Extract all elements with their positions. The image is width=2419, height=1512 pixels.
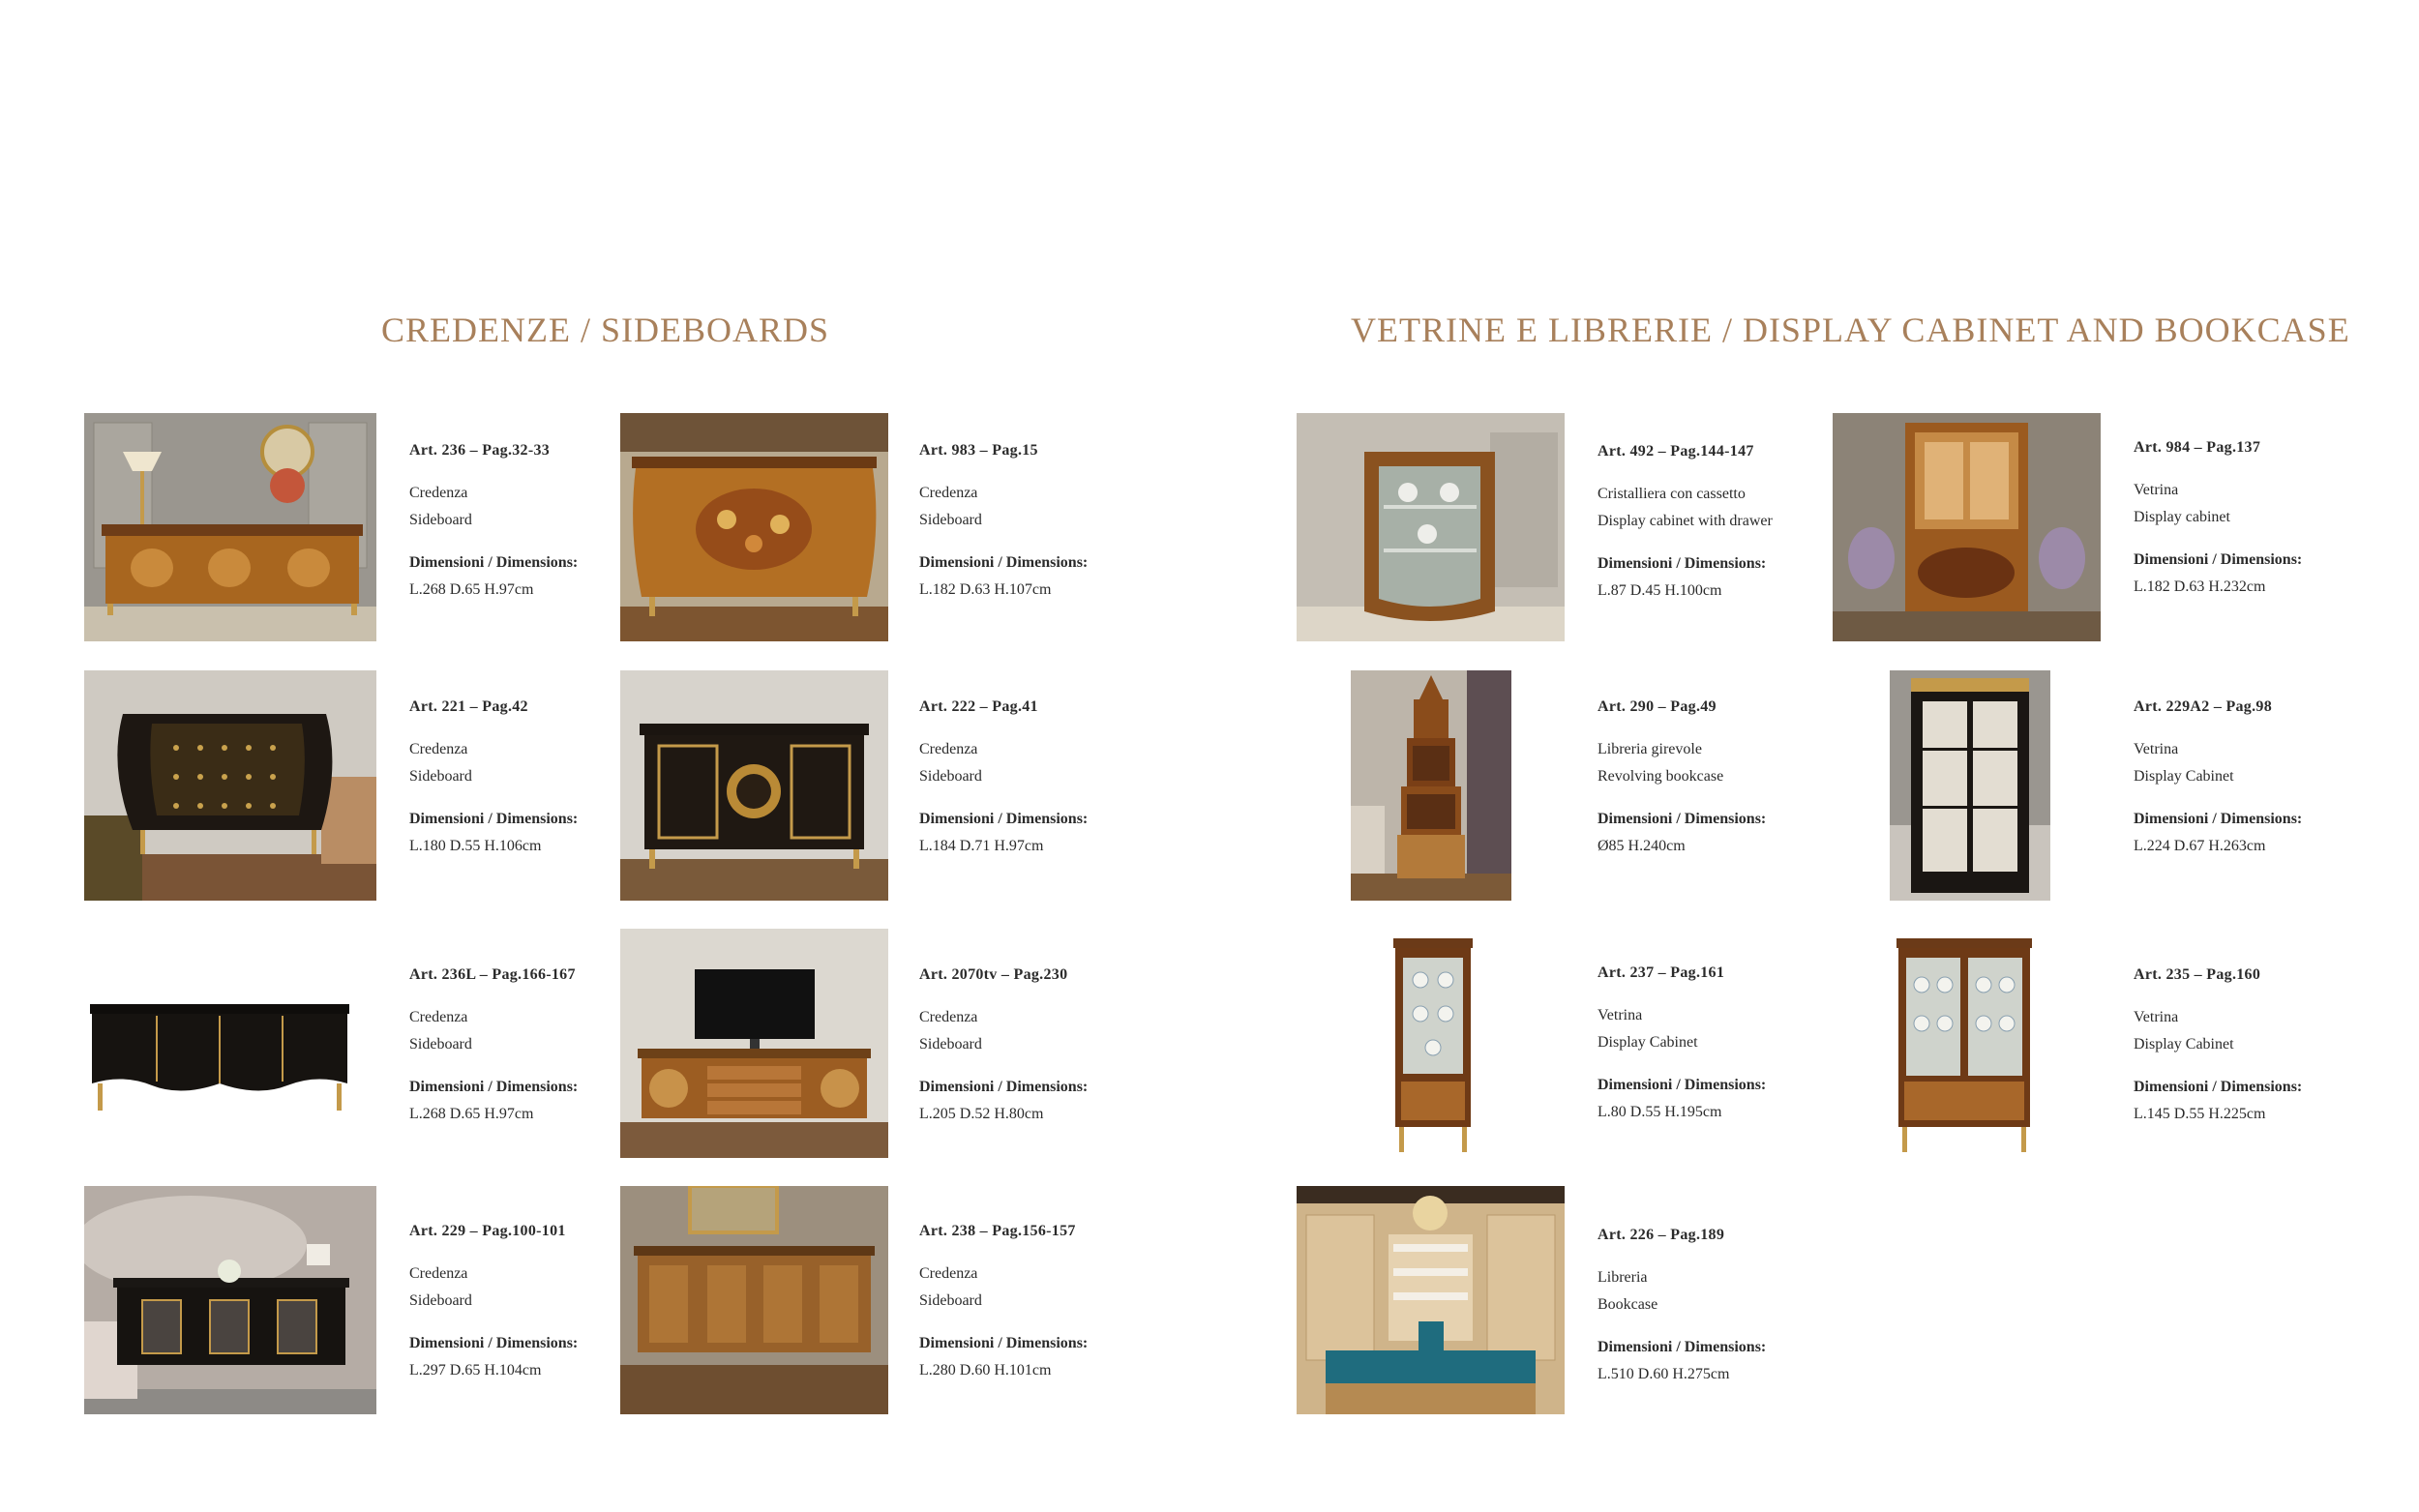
dimensions-label: Dimensioni / Dimensions: <box>409 1335 579 1351</box>
product-image-art-237 <box>1389 936 1477 1156</box>
dimensions-value: L.180 D.55 H.106cm <box>409 838 542 854</box>
product-image-art-236 <box>84 413 376 641</box>
product-name-en: Display Cabinet <box>1598 1034 1698 1051</box>
dimensions-value: L.205 D.52 H.80cm <box>919 1106 1044 1122</box>
product-name-it: Vetrina <box>2134 482 2179 498</box>
product-image-art-290 <box>1351 670 1511 901</box>
article-number: Art. 984 – Pag.137 <box>2134 439 2261 456</box>
dimensions-value: L.80 D.55 H.195cm <box>1598 1104 1722 1120</box>
product-image-art-984 <box>1833 413 2101 641</box>
dimensions-label: Dimensioni / Dimensions: <box>1598 811 1767 827</box>
dimensions-value: L.224 D.67 H.263cm <box>2134 838 2266 854</box>
product-name-it: Credenza <box>409 741 468 757</box>
article-number: Art. 2070tv – Pag.230 <box>919 966 1068 983</box>
product-name-it: Credenza <box>409 1265 468 1282</box>
dimensions-label: Dimensioni / Dimensions: <box>919 1335 1089 1351</box>
product-image-art-235 <box>1893 936 2036 1156</box>
product-name-en: Display cabinet with drawer <box>1598 513 1773 529</box>
product-image-art-222 <box>620 670 888 901</box>
article-number: Art. 236 – Pag.32-33 <box>409 442 551 459</box>
dimensions-label: Dimensioni / Dimensions: <box>409 1079 579 1095</box>
article-number: Art. 229 – Pag.100-101 <box>409 1223 566 1239</box>
product-image-art-229 <box>84 1186 376 1414</box>
dimensions-value: L.268 D.65 H.97cm <box>409 581 534 598</box>
product-name-it: Credenza <box>409 1009 468 1025</box>
article-number: Art. 237 – Pag.161 <box>1598 964 1725 981</box>
product-image-art-492 <box>1297 413 1565 641</box>
dimensions-label: Dimensioni / Dimensions: <box>2134 811 2303 827</box>
article-number: Art. 290 – Pag.49 <box>1598 698 1717 715</box>
product-image-art-2070tv <box>620 929 888 1158</box>
product-name-en: Sideboard <box>409 512 472 528</box>
product-name-it: Libreria girevole <box>1598 741 1702 757</box>
dimensions-value: Ø85 H.240cm <box>1598 838 1686 854</box>
article-number: Art. 221 – Pag.42 <box>409 698 528 715</box>
dimensions-value: L.182 D.63 H.232cm <box>2134 578 2266 595</box>
product-name-it: Credenza <box>919 1009 978 1025</box>
product-image-art-221 <box>84 670 376 901</box>
article-number: Art. 983 – Pag.15 <box>919 442 1038 459</box>
product-name-en: Display cabinet <box>2134 509 2230 525</box>
product-name-en: Display Cabinet <box>2134 1036 2234 1052</box>
article-number: Art. 229A2 – Pag.98 <box>2134 698 2273 715</box>
product-name-en: Sideboard <box>409 1036 472 1052</box>
product-name-en: Sideboard <box>919 512 982 528</box>
article-number: Art. 238 – Pag.156-157 <box>919 1223 1076 1239</box>
article-number: Art. 236L – Pag.166-167 <box>409 966 576 983</box>
dimensions-value: L.87 D.45 H.100cm <box>1598 582 1722 599</box>
product-name-it: Credenza <box>919 741 978 757</box>
product-name-it: Libreria <box>1598 1269 1648 1286</box>
article-number: Art. 492 – Pag.144-147 <box>1598 443 1754 460</box>
dimensions-label: Dimensioni / Dimensions: <box>919 554 1089 571</box>
article-number: Art. 235 – Pag.160 <box>2134 966 2261 983</box>
dimensions-value: L.297 D.65 H.104cm <box>409 1362 542 1379</box>
product-image-art-226 <box>1297 1186 1565 1414</box>
article-number: Art. 222 – Pag.41 <box>919 698 1038 715</box>
product-name-en: Sideboard <box>409 1292 472 1309</box>
product-name-it: Credenza <box>409 485 468 501</box>
dimensions-label: Dimensioni / Dimensions: <box>409 811 579 827</box>
product-image-art-229a2 <box>1890 670 2050 901</box>
product-name-it: Cristalliera con cassetto <box>1598 486 1746 502</box>
dimensions-label: Dimensioni / Dimensions: <box>409 554 579 571</box>
dimensions-value: L.145 D.55 H.225cm <box>2134 1106 2266 1122</box>
dimensions-value: L.280 D.60 H.101cm <box>919 1362 1052 1379</box>
product-image-art-983 <box>620 413 888 641</box>
product-name-en: Sideboard <box>919 1292 982 1309</box>
dimensions-label: Dimensioni / Dimensions: <box>1598 1339 1767 1355</box>
product-name-en: Sideboard <box>919 768 982 785</box>
dimensions-value: L.182 D.63 H.107cm <box>919 581 1052 598</box>
product-image-art-236l <box>84 977 355 1122</box>
product-name-it: Vetrina <box>1598 1007 1643 1023</box>
dimensions-label: Dimensioni / Dimensions: <box>919 1079 1089 1095</box>
product-name-it: Vetrina <box>2134 1009 2179 1025</box>
dimensions-label: Dimensioni / Dimensions: <box>919 811 1089 827</box>
product-name-it: Vetrina <box>2134 741 2179 757</box>
product-image-art-238 <box>620 1186 888 1414</box>
product-name-en: Bookcase <box>1598 1296 1658 1313</box>
product-name-it: Credenza <box>919 1265 978 1282</box>
dimensions-label: Dimensioni / Dimensions: <box>2134 551 2303 568</box>
dimensions-value: L.184 D.71 H.97cm <box>919 838 1044 854</box>
product-name-en: Revolving bookcase <box>1598 768 1724 785</box>
dimensions-label: Dimensioni / Dimensions: <box>2134 1079 2303 1095</box>
article-number: Art. 226 – Pag.189 <box>1598 1227 1725 1243</box>
dimensions-value: L.510 D.60 H.275cm <box>1598 1366 1730 1382</box>
product-name-en: Sideboard <box>919 1036 982 1052</box>
product-name-it: Credenza <box>919 485 978 501</box>
dimensions-label: Dimensioni / Dimensions: <box>1598 1077 1767 1093</box>
section-title-sideboards: CREDENZE / SIDEBOARDS <box>381 311 830 349</box>
product-name-en: Display Cabinet <box>2134 768 2234 785</box>
section-title-display-cabinets: VETRINE E LIBRERIE / DISPLAY CABINET AND BOOKCASE <box>1351 311 2350 349</box>
product-name-en: Sideboard <box>409 768 472 785</box>
dimensions-value: L.268 D.65 H.97cm <box>409 1106 534 1122</box>
dimensions-label: Dimensioni / Dimensions: <box>1598 555 1767 572</box>
